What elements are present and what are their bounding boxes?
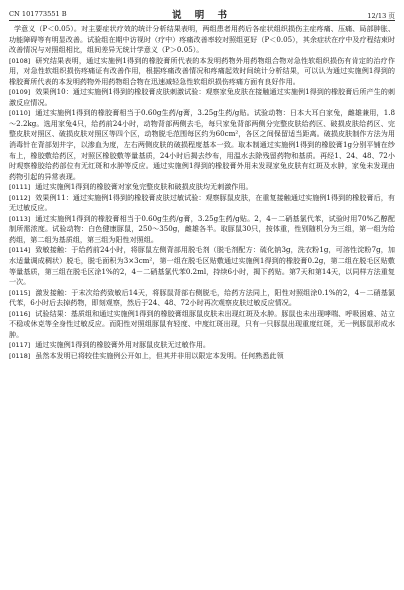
paragraph	[9, 193, 395, 214]
paragraph-number: [0110]	[9, 109, 31, 118]
paragraph-text: 学意义（P＜0.05）。对主要症状疗效的统计分析结果表明，两组患者用药后各症状组织损伤主症疼痛、压痛、局部肿胀、功能障碍等有明显改善。试验组在期中访视时（疗中）疼痛改善率较对照组更好（P＜0.05），其余症状在疗中及疗程结束时改善情况与对照组相比，组间差异无统计学意义（P＞0.05）。	[9, 24, 395, 55]
paragraph-number: [0112]	[9, 193, 31, 202]
paragraph-number: [0109]	[9, 88, 31, 97]
document-title: 说 明 书	[171, 10, 233, 21]
paragraph-number: [0117]	[9, 341, 31, 350]
paragraph-text: 通过实施例1得到的橡胶膏相当于0.60g生药/g膏，3.25g生药/g贴。试验动物：日本大耳白家兔，雌雄兼用，1.8～2.2kg。选用家兔4只，给药前24小时，动物背部两侧去毛，每只家兔背部两侧分完整皮肤给药区、破损皮肤给药区、完整皮肤对照区、破损皮肤对照区等四个区，动物脱毛范围每区约为60cm²，各区之间保留适当距离。破损皮肤制作方法为用消毒针在背部划井字，以渗血为度，左右两侧皮肤的破损程度基本一致。取本制通过实施例1得到的橡胶膏1g分别平铺在纱布上，橡胶敷给药区，对照区橡胶敷等量基质，24小时后揭去纱布，用温水去除残留药物和基质。再经1、24、48、72小时观察橡胶给药部位有无红斑和水肿等反应。通过实施例1得到的橡胶膏外用未发现家兔皮肤有红斑及水肿，家兔未发现由药物引起的异常表现。	[9, 108, 395, 181]
paragraph	[9, 24, 395, 56]
document-number: CN 101773551 B	[9, 10, 67, 18]
paragraph	[9, 245, 395, 287]
paragraph-text: 效果例10：通过实施例1得到的橡胶膏皮肤刺激试验：观察家兔皮肤在接触通过实施例1得到的橡胶膏后所产生的刺激反应情况。	[9, 87, 395, 107]
paragraph	[9, 340, 395, 351]
paragraph-text: 效果例11：通过实施例1得到的橡胶膏皮肤过敏试验：观察豚鼠皮肤，在重复接触通过实施例1得到的橡胶膏后，有无过敏反应。	[9, 192, 395, 213]
paragraph	[9, 182, 395, 193]
paragraph-number: [0116]	[9, 309, 31, 318]
paragraph	[9, 87, 395, 108]
paragraph-text: 研究结果表明，通过实施例1得到的橡胶膏所代表的本发明药物外用药物组合物对急性软组织损伤有肯定的治疗作用，对急性软组织损伤疼痛证有改善作用，根据疼痛改善情况和疼痛起效时间统计分析结果，可以认为通过实施例1得到的橡胶膏所代表的本发明药物外用药物组合物在迅速减轻急性软组织损伤疼痛方面有良好作用。	[9, 55, 395, 86]
paragraph-number: [0114]	[9, 246, 31, 255]
paragraph-text: 虽然本发明已将较佳实施例公开如上，但其并非用以限定本发明。任何熟悉此领	[35, 350, 284, 360]
page-number: 12/13 页	[367, 12, 395, 20]
paragraph-number: [0108]	[9, 56, 31, 65]
paragraph-number: [0118]	[9, 351, 31, 360]
paragraph	[9, 108, 395, 182]
paragraph	[9, 56, 395, 88]
paragraph-text: 通过实施例1得到的橡胶膏外用对豚鼠皮肤无过敏作用。	[35, 340, 211, 350]
paragraph	[9, 214, 395, 246]
paragraph-text: 致敏接触：于给药前24小时，将豚鼠左侧背部用脱毛剂（脱毛剂配方：硫化钠3g，洗衣粉1g，可溶性淀粉7g，加水适量调成稠状）脱毛，脱毛面积为3×3cm²，第一组在脱毛区贴敷通过实施例1得到的橡胶膏0.2g，第二组在脱毛区贴敷等量基质，第三组在脱毛区涂1%的2，4－二硝基氯代苯0.2ml，持续6小时，揭下药贴。第7天和第14天，以同样方法重复一次。	[9, 245, 395, 287]
paragraph-number: [0111]	[9, 183, 31, 192]
paragraph	[9, 309, 395, 341]
page-header	[9, 6, 395, 21]
paragraph	[9, 288, 395, 309]
paragraph-text: 通过实施例1得到的橡胶膏对家兔完整皮肤和破损皮肤均无刺激作用。	[35, 182, 253, 192]
document-body	[9, 24, 395, 362]
paragraph-number: [0115]	[9, 288, 31, 297]
paragraph	[9, 351, 395, 362]
paragraph-number: [0113]	[9, 214, 31, 223]
paragraph-text: 通过实施例1得到的橡胶膏相当于0.60g生药/g膏，3.25g生药/g贴。2，4－二硝基氯代苯，试验时用70%乙醇配制所需浓度。试验动物：白色健康豚鼠，250～350g，雌雄各半。取豚鼠30只，按体重，性别随机分为三组，第一组为给药组，第二组为基质组，第三组为阳性对照组。	[9, 213, 395, 244]
paragraph-text: 试验结果：基质组和通过实施例1得到的橡胶膏组豚鼠皮肤未出现红斑及水肿。豚鼠也未出现哮喘、呼吸困难、站立不稳或休克等全身性过敏反应。而阳性对照组豚鼠有轻度、中度红斑出现，只有一只豚鼠出现重度红斑，无一例豚鼠形成水肿。	[9, 308, 395, 339]
paragraph-text: 激发接触：于末次给药致敏后14天，将豚鼠背部右侧脱毛，给药方法同上，阳性对照组涂0.1%的2，4－二硝基氯代苯，6小时后去掉药物，即刻观察，然后于24、48、72小时再次观察皮肤过敏反应情况。	[9, 287, 395, 308]
